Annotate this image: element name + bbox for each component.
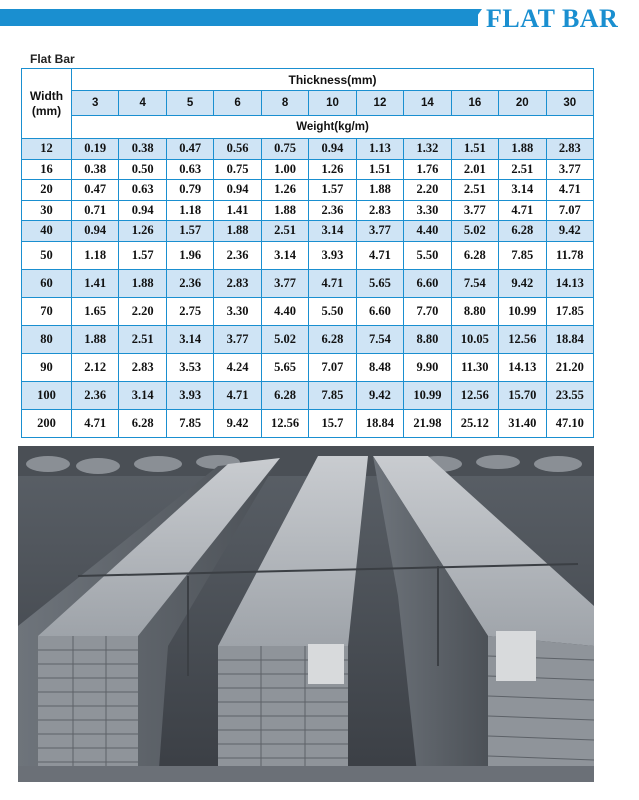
weight-cell: 3.14	[261, 241, 308, 269]
thickness-value: 10	[309, 91, 356, 116]
weight-cell: 10.05	[451, 325, 498, 353]
weight-cell: 2.51	[499, 159, 546, 180]
weight-cell: 3.53	[166, 353, 213, 381]
table-row	[22, 200, 594, 221]
weight-cell: 1.57	[166, 221, 213, 242]
weight-cell: 4.24	[214, 353, 261, 381]
width-cell: 20	[22, 180, 72, 201]
weight-cell: 4.71	[356, 241, 403, 269]
weight-cell: 1.41	[214, 200, 261, 221]
width-header-line: (mm)	[31, 103, 62, 118]
width-cell: 70	[22, 297, 72, 325]
weight-cell: 4.40	[261, 297, 308, 325]
weight-cell: 21.20	[546, 353, 593, 381]
weight-cell: 3.77	[546, 159, 593, 180]
weight-cell: 8.48	[356, 353, 403, 381]
thickness-value: 16	[451, 91, 498, 116]
thickness-value: 20	[499, 91, 546, 116]
weight-cell: 9.42	[546, 221, 593, 242]
weight-cell: 31.40	[499, 409, 546, 437]
weight-cell: 14.13	[499, 353, 546, 381]
weight-cell: 1.57	[309, 180, 356, 201]
width-header	[22, 69, 72, 139]
weight-cell: 2.36	[309, 200, 356, 221]
width-cell: 50	[22, 241, 72, 269]
section-label: Flat Bar	[30, 52, 75, 66]
weight-cell: 1.88	[356, 180, 403, 201]
weight-cell: 0.19	[72, 139, 119, 160]
table-row	[22, 353, 594, 381]
weight-cell: 1.88	[261, 200, 308, 221]
weight-cell: 9.90	[404, 353, 451, 381]
weight-cell: 7.85	[499, 241, 546, 269]
weight-cell: 2.83	[546, 139, 593, 160]
weight-cell: 3.14	[119, 381, 166, 409]
weight-cell: 0.63	[166, 159, 213, 180]
weight-cell: 7.85	[309, 381, 356, 409]
weight-cell: 1.26	[119, 221, 166, 242]
weight-cell: 21.98	[404, 409, 451, 437]
weight-cell: 7.07	[309, 353, 356, 381]
weight-cell: 14.13	[546, 269, 593, 297]
weight-cell: 0.38	[72, 159, 119, 180]
banner-title: FLAT BAR	[486, 4, 619, 33]
table-row	[22, 159, 594, 180]
weight-cell: 7.54	[356, 325, 403, 353]
weight-cell: 2.01	[451, 159, 498, 180]
weight-cell: 25.12	[451, 409, 498, 437]
weight-cell: 2.83	[214, 269, 261, 297]
width-header-line: Width	[29, 88, 64, 103]
weight-cell: 1.96	[166, 241, 213, 269]
weight-cell: 1.13	[356, 139, 403, 160]
flat-bar-stock-photo	[18, 446, 594, 782]
weight-cell: 6.60	[356, 297, 403, 325]
weight-cell: 0.56	[214, 139, 261, 160]
weight-cell: 3.30	[404, 200, 451, 221]
width-cell: 100	[22, 381, 72, 409]
weight-cell: 9.42	[499, 269, 546, 297]
weight-cell: 0.63	[119, 180, 166, 201]
width-cell: 60	[22, 269, 72, 297]
thickness-value: 8	[261, 91, 308, 116]
weight-cell: 2.12	[72, 353, 119, 381]
weight-cell: 2.75	[166, 297, 213, 325]
table-row	[22, 269, 594, 297]
thickness-value: 30	[546, 91, 593, 116]
weight-cell: 2.83	[356, 200, 403, 221]
weight-cell: 9.42	[356, 381, 403, 409]
weight-cell: 6.28	[451, 241, 498, 269]
flat-bar-weight-table	[21, 68, 594, 438]
weight-cell: 3.77	[261, 269, 308, 297]
weight-cell: 2.20	[404, 180, 451, 201]
weight-cell: 12.56	[261, 409, 308, 437]
weight-cell: 6.60	[404, 269, 451, 297]
banner-bar	[0, 9, 478, 26]
weight-cell: 2.20	[119, 297, 166, 325]
table-row	[22, 241, 594, 269]
weight-cell: 15.7	[309, 409, 356, 437]
weight-cell: 1.41	[72, 269, 119, 297]
weight-cell: 4.71	[546, 180, 593, 201]
weight-cell: 0.94	[72, 221, 119, 242]
weight-cell: 0.79	[166, 180, 213, 201]
weight-cell: 0.47	[166, 139, 213, 160]
weight-cell: 1.26	[309, 159, 356, 180]
weight-cell: 5.65	[261, 353, 308, 381]
weight-cell: 1.88	[119, 269, 166, 297]
thickness-value: 14	[404, 91, 451, 116]
width-cell: 16	[22, 159, 72, 180]
width-cell: 200	[22, 409, 72, 437]
thickness-value: 6	[214, 91, 261, 116]
weight-cell: 3.77	[451, 200, 498, 221]
weight-cell: 0.50	[119, 159, 166, 180]
weight-cell: 1.18	[166, 200, 213, 221]
width-cell: 90	[22, 353, 72, 381]
weight-cell: 1.88	[214, 221, 261, 242]
weight-cell: 10.99	[499, 297, 546, 325]
weight-cell: 0.75	[214, 159, 261, 180]
weight-cell: 9.42	[214, 409, 261, 437]
weight-cell: 3.14	[166, 325, 213, 353]
weight-cell: 17.85	[546, 297, 593, 325]
weight-cell: 7.70	[404, 297, 451, 325]
weight-header: Weight(kg/m)	[72, 116, 594, 139]
weight-cell: 15.70	[499, 381, 546, 409]
table-row	[22, 139, 594, 160]
weight-cell: 4.71	[72, 409, 119, 437]
weight-cell: 3.77	[356, 221, 403, 242]
weight-cell: 4.71	[309, 269, 356, 297]
banner-bar-tip	[470, 9, 482, 26]
weight-cell: 4.40	[404, 221, 451, 242]
weight-cell: 4.71	[214, 381, 261, 409]
thickness-value: 5	[166, 91, 213, 116]
weight-cell: 1.88	[499, 139, 546, 160]
weight-cell: 5.02	[451, 221, 498, 242]
table-row	[22, 381, 594, 409]
table-row	[22, 221, 594, 242]
weight-cell: 18.84	[546, 325, 593, 353]
weight-cell: 6.28	[499, 221, 546, 242]
weight-cell: 47.10	[546, 409, 593, 437]
weight-cell: 4.71	[499, 200, 546, 221]
weight-cell: 1.51	[451, 139, 498, 160]
weight-cell: 3.14	[309, 221, 356, 242]
weight-cell: 10.99	[404, 381, 451, 409]
width-cell: 40	[22, 221, 72, 242]
weight-cell: 2.36	[72, 381, 119, 409]
table-row	[22, 325, 594, 353]
weight-cell: 11.78	[546, 241, 593, 269]
weight-cell: 2.51	[451, 180, 498, 201]
weight-cell: 1.57	[119, 241, 166, 269]
weight-cell: 0.47	[72, 180, 119, 201]
weight-cell: 18.84	[356, 409, 403, 437]
weight-cell: 1.18	[72, 241, 119, 269]
thickness-header: Thickness(mm)	[72, 69, 594, 91]
weight-cell: 5.02	[261, 325, 308, 353]
weight-cell: 0.94	[214, 180, 261, 201]
weight-cell: 1.65	[72, 297, 119, 325]
weight-cell: 7.85	[166, 409, 213, 437]
weight-cell: 1.51	[356, 159, 403, 180]
thickness-value: 4	[119, 91, 166, 116]
weight-cell: 5.50	[309, 297, 356, 325]
weight-cell: 8.80	[404, 325, 451, 353]
thickness-value: 3	[72, 91, 119, 116]
weight-cell: 1.32	[404, 139, 451, 160]
weight-cell: 1.26	[261, 180, 308, 201]
weight-cell: 2.51	[261, 221, 308, 242]
weight-cell: 0.38	[119, 139, 166, 160]
weight-cell: 11.30	[451, 353, 498, 381]
weight-cell: 1.76	[404, 159, 451, 180]
width-cell: 30	[22, 200, 72, 221]
weight-cell: 6.28	[119, 409, 166, 437]
weight-cell: 2.51	[119, 325, 166, 353]
weight-cell: 3.93	[309, 241, 356, 269]
weight-cell: 7.07	[546, 200, 593, 221]
thickness-values-row	[22, 91, 594, 116]
weight-cell: 0.94	[119, 200, 166, 221]
weight-cell: 0.75	[261, 139, 308, 160]
weight-cell: 2.36	[214, 241, 261, 269]
weight-cell: 8.80	[451, 297, 498, 325]
weight-cell: 1.00	[261, 159, 308, 180]
weight-cell: 7.54	[451, 269, 498, 297]
weight-cell: 0.94	[309, 139, 356, 160]
weight-cell: 3.77	[214, 325, 261, 353]
weight-cell: 6.28	[261, 381, 308, 409]
weight-cell: 23.55	[546, 381, 593, 409]
table-row	[22, 180, 594, 201]
weight-cell: 3.30	[214, 297, 261, 325]
weight-cell: 12.56	[451, 381, 498, 409]
table-row	[22, 409, 594, 437]
weight-cell: 2.36	[166, 269, 213, 297]
weight-cell: 0.71	[72, 200, 119, 221]
weight-cell: 3.14	[499, 180, 546, 201]
weight-cell: 5.65	[356, 269, 403, 297]
width-cell: 12	[22, 139, 72, 160]
weight-cell: 1.88	[72, 325, 119, 353]
table-row	[22, 297, 594, 325]
weight-cell: 3.93	[166, 381, 213, 409]
weight-cell: 5.50	[404, 241, 451, 269]
weight-cell: 6.28	[309, 325, 356, 353]
thickness-value: 12	[356, 91, 403, 116]
weight-cell: 2.83	[119, 353, 166, 381]
width-cell: 80	[22, 325, 72, 353]
weight-cell: 12.56	[499, 325, 546, 353]
